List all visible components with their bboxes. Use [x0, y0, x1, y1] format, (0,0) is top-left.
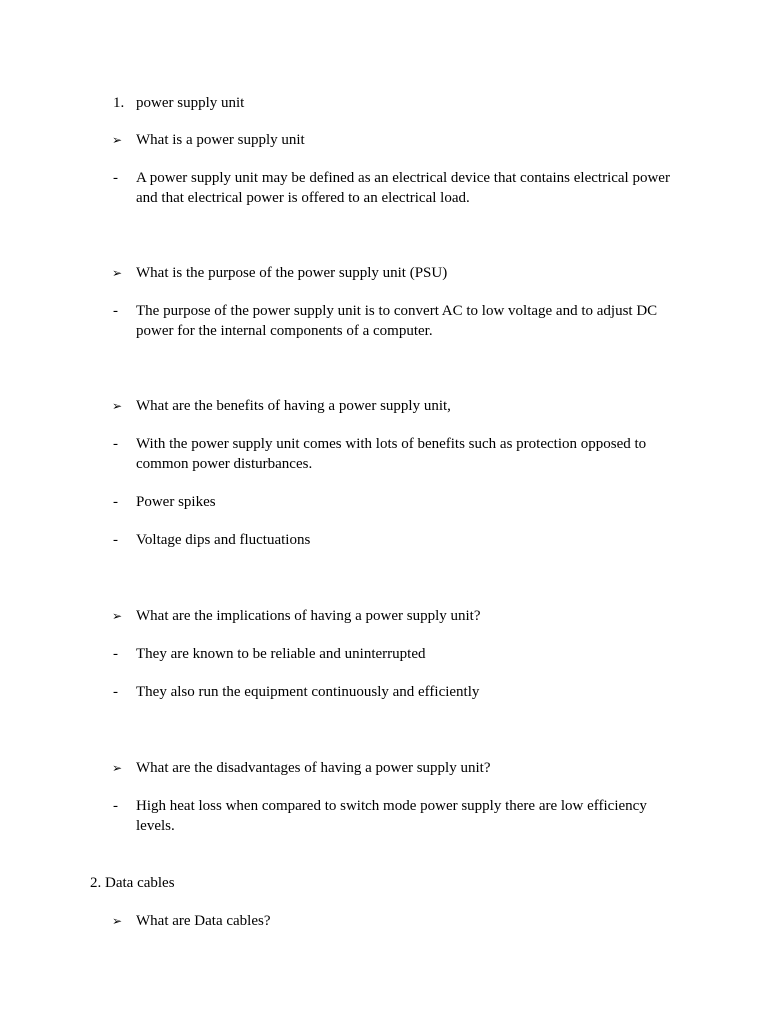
section-number: 1.	[113, 95, 125, 111]
question-text: What are the implications of having a power supply unit?	[136, 608, 481, 624]
arrow-bullet-icon: ➢	[112, 914, 123, 928]
question-text: What is a power supply unit	[136, 132, 305, 148]
answer-text: High heat loss when compared to switch mode power supply there are low efficiency levels.	[136, 798, 647, 834]
section-title: power supply unit	[136, 95, 245, 111]
dash-bullet: -	[113, 303, 118, 319]
dash-bullet: -	[113, 436, 118, 452]
arrow-bullet-icon: ➢	[112, 399, 123, 413]
answer-text: Power spikes	[136, 494, 216, 510]
arrow-bullet-icon: ➢	[112, 609, 123, 623]
dash-bullet: -	[113, 798, 118, 814]
dash-bullet: -	[113, 170, 118, 186]
arrow-bullet-icon: ➢	[112, 133, 123, 147]
question-text: What is the purpose of the power supply unit (PSU)	[136, 265, 448, 281]
question-text: What are the disadvantages of having a power supply unit?	[136, 760, 491, 776]
answer-text: The purpose of the power supply unit is to convert AC to low voltage and to adjust DC power for the internal components of a computer.	[136, 303, 658, 339]
arrow-bullet-icon: ➢	[112, 266, 123, 280]
section-title: 2. Data cables	[90, 875, 175, 891]
answer-text: With the power supply unit comes with lots of benefits such as protection opposed to common power disturbances.	[136, 436, 647, 472]
answer-text: They are known to be reliable and uninterrupted	[136, 646, 426, 662]
answer-text: They also run the equipment continuously and efficiently	[136, 684, 480, 700]
dash-bullet: -	[113, 646, 118, 662]
question-text: What are Data cables?	[136, 913, 271, 929]
answer-text: A power supply unit may be defined as an electrical device that contains electrical power and that electrical power is offered to an electrical load.	[136, 170, 670, 206]
dash-bullet: -	[113, 684, 118, 700]
arrow-bullet-icon: ➢	[112, 761, 123, 775]
dash-bullet: -	[113, 494, 118, 510]
question-text: What are the benefits of having a power supply unit,	[136, 398, 451, 414]
dash-bullet: -	[113, 532, 118, 548]
answer-text: Voltage dips and fluctuations	[136, 532, 311, 548]
